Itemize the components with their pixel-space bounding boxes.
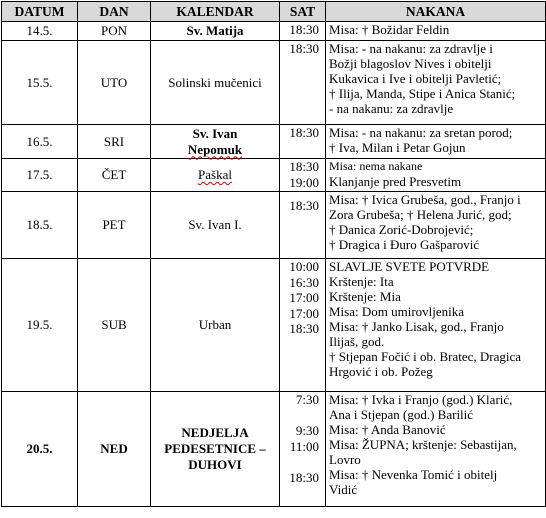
sat-line: 17:00 [289,305,319,321]
kalendar-line: Sv. Ivan [192,125,238,141]
table-row [2,192,546,259]
kalendar-text: Paškal [198,167,232,182]
sat-line: 11:00 [289,438,319,454]
sat-line [282,454,319,470]
dan-cell: NED [78,392,151,507]
kalendar-line: DUHOVI [188,457,242,472]
kalendar-line: NEDJELJA [181,425,249,440]
datum-cell: 16.5. [2,125,78,159]
nakana-line: Zora Grubeša; † Helena Jurić, god; [329,207,512,222]
datum-cell: 17.5. [2,159,78,192]
sat-line: 18:30 [289,125,319,140]
header-nakana: NAKANA [326,2,546,22]
table-row [2,159,546,192]
datum-cell: 18.5. [2,192,78,259]
kalendar-cell: Solinski mučenici [151,41,280,125]
nakana-line: Misa: Dom umirovljenika [329,304,465,319]
kalendar-cell [151,125,280,159]
sat-cell [280,22,326,41]
kalendar-cell [151,159,280,192]
datum-cell: 20.5. [2,392,78,507]
nakana-line: Misa: ŽUPNA; krštenje: Sebastijan, [329,437,517,452]
sat-line [282,408,319,424]
nakana-line: Lovro [329,452,361,467]
sat-line: 10:00 [289,259,319,274]
header-kalendar: KALENDAR [151,2,280,22]
sat-cell [280,259,326,392]
nakana-cell [326,192,546,259]
dan-cell: SRI [78,125,151,159]
nakana-line: Vidić [329,482,358,497]
nakana-line: Misa: - na nakanu: za zdravlje i [329,41,493,56]
datum-cell: 15.5. [2,41,78,125]
nakana-line: † Dragica i Đuro Gašparović [329,237,480,252]
nakana-line: † Danica Zorić-Dobrojević; [329,222,474,237]
nakana-line: Misa: † Janko Lisak, god., Franjo [329,319,504,334]
nakana-line: Hrgović i ob. Požeg [329,364,433,379]
table-row [2,392,546,507]
header-sat: SAT [280,2,326,22]
nakana-line: Misa: - na nakanu: za sretan porod; [329,125,513,140]
nakana-cell [326,22,546,41]
nakana-line: † Ilija, Manda, Stipe i Anica Stanić; [329,86,516,101]
nakana-line: Klanjanje pred Presvetim [329,174,462,189]
sat-line: 18:30 [289,22,319,37]
datum-cell: 19.5. [2,259,78,392]
nakana-line: Misa: nema nakane [329,159,423,173]
sat-cell [280,125,326,159]
table-row [2,259,546,392]
table-row [2,22,546,41]
sat-cell [280,41,326,125]
nakana-cell [326,392,546,507]
dan-cell: ČET [78,159,151,192]
nakana-line: Ana i Stjepan (god.) Barilić [329,407,474,422]
nakana-cell [326,41,546,125]
nakana-line: Božji blagoslov Nives i obitelji [329,56,492,71]
sat-line: 18:30 [289,198,319,213]
nakana-line: † Stjepan Fočić i ob. Bratec, Dragica [329,349,522,364]
sat-line: 7:30 [295,392,319,407]
dan-cell: PET [78,192,151,259]
nakana-line: Misa: † Anda Banović [329,422,446,437]
sat-line: 9:30 [295,423,319,438]
dan-cell: UTO [78,41,151,125]
nakana-line: Ilijaš, god. [329,334,385,349]
header-row [2,2,546,22]
nakana-line: Kukavica i Ive i obitelji Pavletić; [329,71,502,86]
sat-line: 18:30 [289,41,319,56]
nakana-line: - na nakanu: za zdravlje [329,101,454,116]
kalendar-line: Nepomuk [187,141,243,157]
nakana-cell [326,259,546,392]
nakana-cell [326,159,546,192]
sat-line: 17:00 [289,290,319,305]
kalendar-cell: Sv. Matija [151,22,280,41]
nakana-line: † Iva, Milan i Petar Gojun [329,140,466,155]
nakana-line: Misa: † Ivica Grubeša, god., Franjo i [329,192,521,207]
nakana-line: Misa: † Božidar Feldin [329,22,450,37]
sat-cell [280,159,326,192]
table-row [2,125,546,159]
kalendar-cell: Urban [151,259,280,392]
dan-cell: PON [78,22,151,41]
sat-cell [280,392,326,507]
sat-cell [280,192,326,259]
kalendar-cell [151,392,280,507]
dan-cell: SUB [78,259,151,392]
nakana-line: Misa: † Nevenka Tomić i obitelj [329,467,498,482]
sat-line: 18:30 [289,321,319,336]
nakana-line: Krštenje: Mia [329,289,401,304]
nakana-line: Krštenje: Ita [329,274,394,289]
nakana-line: Misa: † Ivka i Franjo (god.) Klarić, [329,392,513,407]
nakana-line: SLAVLJE SVETE POTVRDE [329,259,490,274]
datum-cell: 14.5. [2,22,78,41]
nakana-cell [326,125,546,159]
header-dan: DAN [78,2,151,22]
header-datum: DATUM [2,2,78,22]
sat-line: 18:30 [289,469,319,485]
table-row [2,41,546,125]
schedule-table [1,1,546,507]
sat-line: 16:30 [289,274,319,290]
sat-line: 19:00 [289,174,319,190]
kalendar-cell: Sv. Ivan I. [151,192,280,259]
kalendar-line: PEDESETNICE – [164,441,266,456]
sat-line: 18:30 [289,159,319,174]
